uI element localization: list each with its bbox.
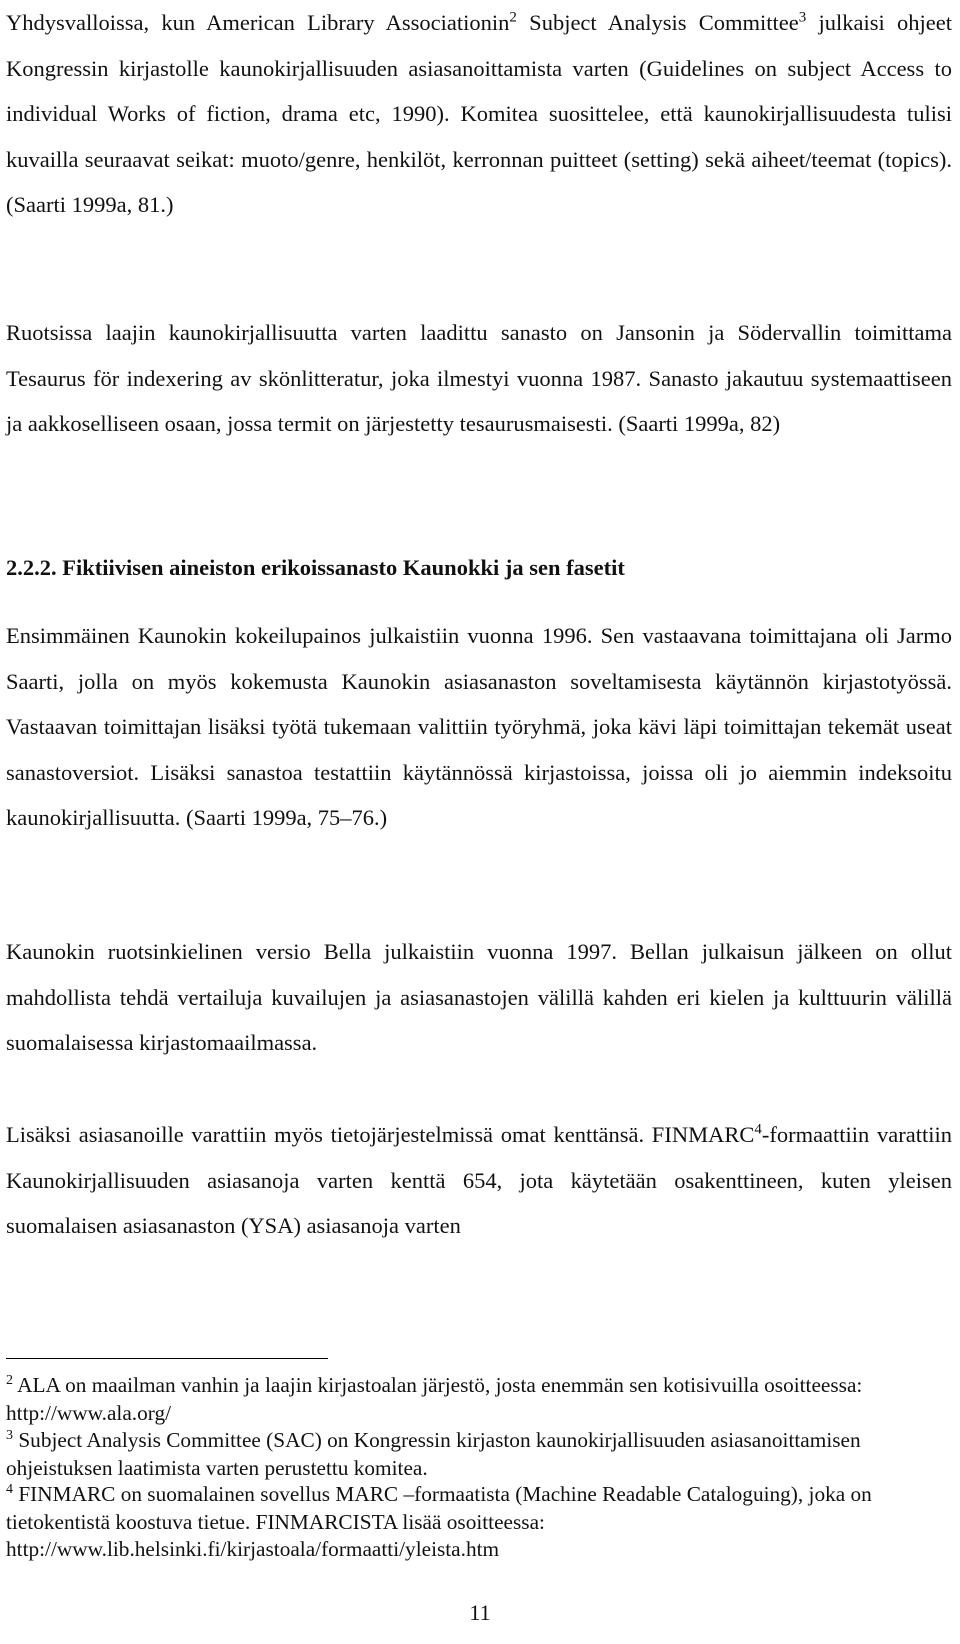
paragraph-5-part-a: Lisäksi asiasanoille varattiin myös tietojärjestelmissä omat kenttänsä. FINMARC <box>6 1122 755 1147</box>
footnote-separator <box>6 1358 328 1359</box>
footnote-text: ALA on maailman vanhin ja laajin kirjastoalan järjestö, josta enemmän sen kotisivuilla osoitteessa: http://www.ala.org/ <box>6 1373 863 1425</box>
paragraph-1 <box>6 0 952 228</box>
footnote-ref-4: 4 <box>754 1121 762 1138</box>
page-number: 11 <box>469 1600 491 1625</box>
footnote-3 <box>6 1427 956 1482</box>
paragraph-5 <box>6 1112 952 1249</box>
footnote-2 <box>6 1372 956 1427</box>
footnote-4 <box>6 1481 956 1564</box>
footnote-ref-2: 2 <box>509 9 517 26</box>
section-heading: 2.2.2. Fiktiivisen aineiston erikoissanasto Kaunokki ja sen fasetit <box>6 555 625 580</box>
paragraph-1-part-b: Subject Analysis Committee <box>516 10 799 35</box>
paragraph-2: Ruotsissa laajin kaunokirjallisuutta varten laadittu sanasto on Jansonin ja Södervallin toimittama Tesaurus för indexering av skönlitteratur, joka ilmestyi vuonna 1987. Sanasto jakautuu systemaattiseen ja aakkoselliseen osaan, jossa termit on järjestetty tesaurusmaisesti. (Saarti 1999a, 82) <box>6 320 952 436</box>
footnote-text: Subject Analysis Committee (SAC) on Kongressin kirjaston kaunokirjallisuuden asiasanoittamisen ohjeistuksen laatimista varten perustettu komitea. <box>6 1428 861 1480</box>
paragraph-5-part-b: -formaattiin varattiin Kaunokirjallisuuden asiasanoja varten kenttä 654, jota käytetään osakenttineen, kuten yleisen suomalaisen asiasanaston (YSA) asiasanoja varten <box>6 1122 952 1238</box>
paragraph-1-part-c: julkaisi ohjeet Kongressin kirjastolle kaunokirjallisuuden asiasanoittamista varten (Guidelines on subject Access to individual Works of fiction, drama etc, 1990). Komitea suosittelee, että kaunokirjallisuudesta tulisi kuvailla seuraavat seikat: muoto/genre, henkilöt, kerronnan puitteet (setting) sekä aiheet/teemat (topics). (Saarti 1999a, 81.) <box>6 10 952 217</box>
paragraph-3: Ensimmäinen Kaunokin kokeilupainos julkaistiin vuonna 1996. Sen vastaavana toimittajana oli Jarmo Saarti, jolla on myös kokemusta Kaunokin asiasanaston soveltamisesta käytännön kirjastotyössä. Vastaavan toimittajan lisäksi työtä tukemaan valittiin työryhmä, joka kävi läpi toimittajan tekemät useat sanastoversiot. Lisäksi sanastoa testattiin käytännössä kirjastoissa, joissa oli jo aiemmin indeksoitu kaunokirjallisuutta. (Saarti 1999a, 75–76.) <box>6 623 952 830</box>
footnote-text: FINMARC on suomalainen sovellus MARC –formaatista (Machine Readable Cataloguing), joka on tietokentistä koostuva tietue. FINMARCISTA lisää osoitteessa: http://www.lib.helsinki.fi/kirjastoala/formaatti/yleista.htm <box>6 1482 872 1561</box>
paragraph-4: Kaunokin ruotsinkielinen versio Bella julkaistiin vuonna 1997. Bellan julkaisun jälkeen on ollut mahdollista tehdä vertailuja kuvailujen ja asiasanastojen välillä kahden eri kielen ja kulttuurin välillä suomalaisessa kirjastomaailmassa. <box>6 939 952 1055</box>
footnote-number: 4 <box>6 1481 13 1497</box>
footnote-number: 3 <box>6 1427 13 1443</box>
paragraph-1-part-a: Yhdysvalloissa, kun American Library Associationin <box>6 10 510 35</box>
footnote-number: 2 <box>6 1372 13 1388</box>
footnote-ref-3: 3 <box>798 9 807 26</box>
